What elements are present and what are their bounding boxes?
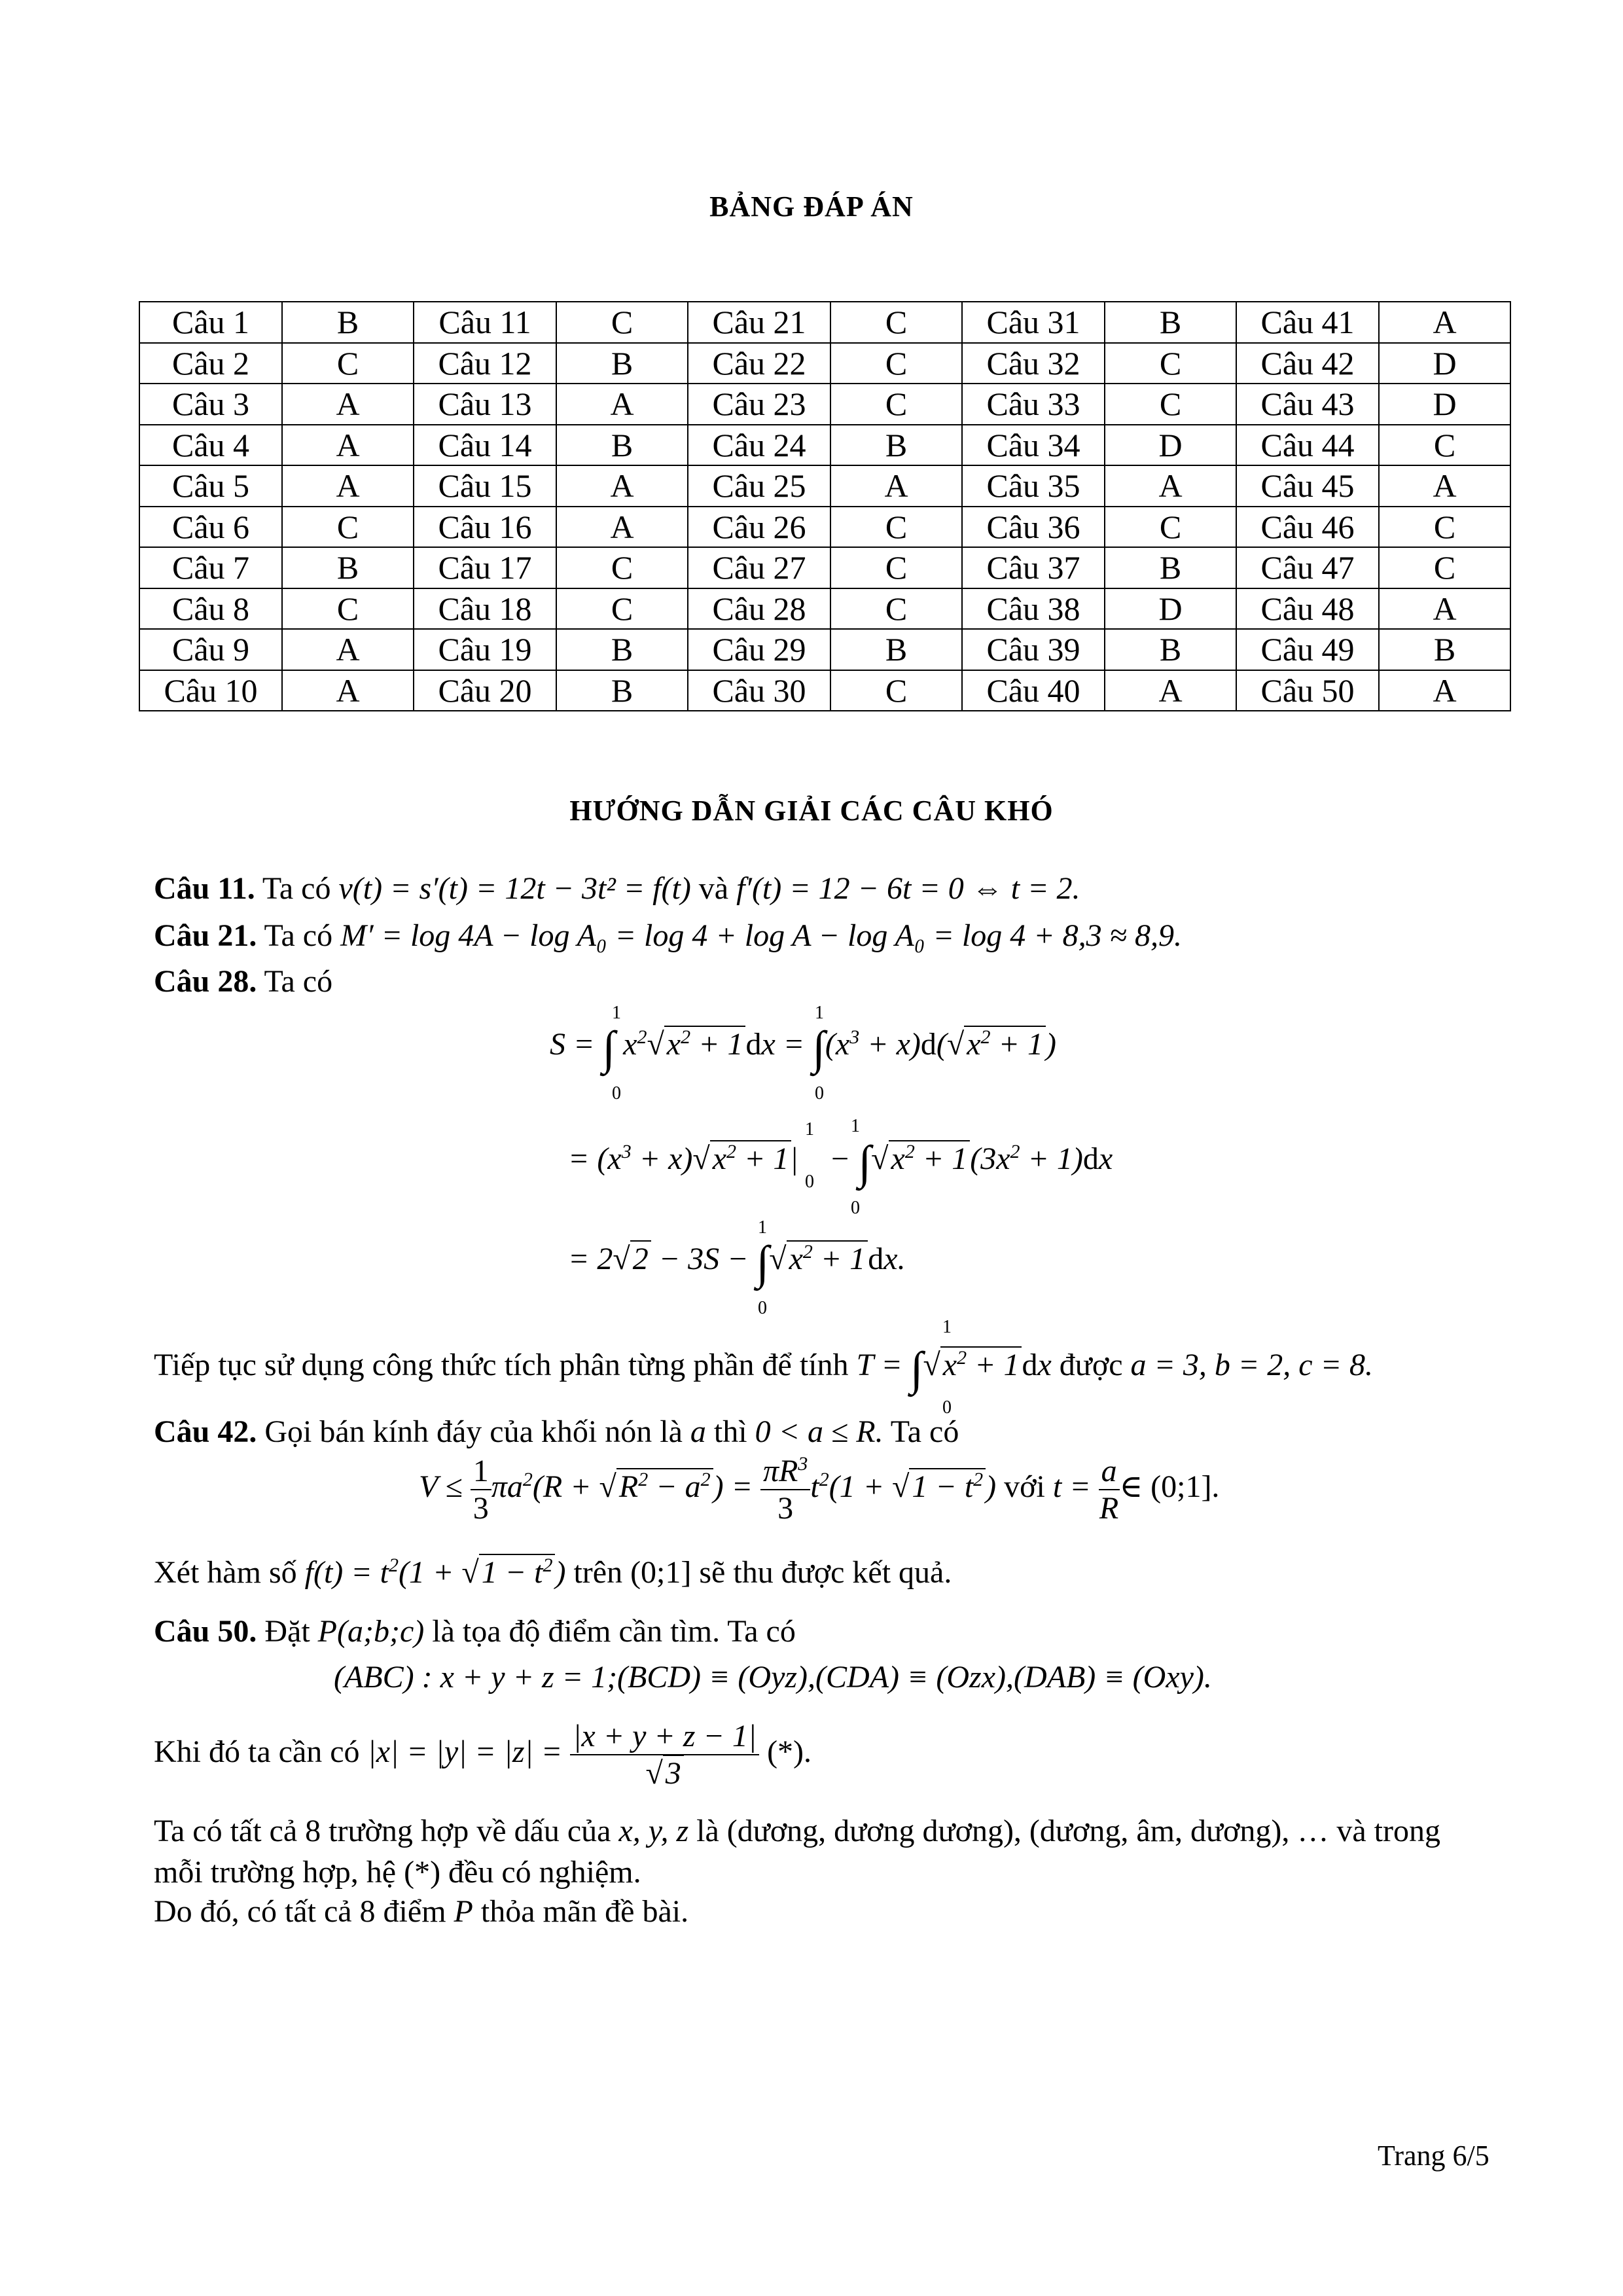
q28-tail: Tiếp tục sử dụng công thức tích phân từng phần để tính $T = \int√x^2 + 1dx$ được a = 3, b = 2, c = 8. — [154, 1342, 1373, 1395]
answer-cell: C — [830, 384, 962, 425]
answer-cell: C — [830, 343, 962, 384]
answer-cell: C — [1105, 384, 1236, 425]
answer-cell: A — [1105, 465, 1236, 507]
q42-label: Câu 42. — [154, 1414, 257, 1449]
q28-equation-line3: = $2√2 - 3S - \int√x^2 + 1dx$. — [568, 1236, 906, 1289]
question-cell: Câu 30 — [688, 670, 830, 711]
answer-cell: A — [1379, 670, 1510, 711]
question-cell: Câu 8 — [139, 588, 282, 630]
question-cell: Câu 1 — [139, 302, 282, 343]
q11-formula: v(t) = s′(t) = 12t − 3t² = f(t) — [338, 871, 691, 906]
question-cell: Câu 19 — [414, 629, 556, 670]
answer-cell: A — [1379, 302, 1510, 343]
q42-on: trên — [573, 1555, 623, 1590]
question-cell: Câu 32 — [962, 343, 1105, 384]
answer-cell: C — [282, 343, 414, 384]
question-cell: Câu 3 — [139, 384, 282, 425]
question-cell: Câu 13 — [414, 384, 556, 425]
q28-tail-text: Tiếp tục sử dụng công thức tích phân từng phần để tính — [154, 1348, 849, 1382]
answer-cell: C — [830, 670, 962, 711]
q28-label: Câu 28. — [154, 964, 257, 999]
answer-cell: B — [282, 302, 414, 343]
q21-formula: M′ = log 4A − log A₀ = log 4 + log A − log A₀ = log 4 + 8,3 ≈ 8,9. — [340, 918, 1182, 953]
q42-tacó: Ta có — [890, 1414, 959, 1449]
question-cell: Câu 5 — [139, 465, 282, 507]
answer-cell: B — [556, 670, 688, 711]
q50-cases1a: Ta có tất cả 8 trường hợp về dấu của — [154, 1814, 611, 1848]
answer-cell: C — [556, 547, 688, 588]
question-cell: Câu 27 — [688, 547, 830, 588]
table-row — [139, 588, 1510, 630]
question-cell: Câu 7 — [139, 547, 282, 588]
answer-cell: A — [1379, 588, 1510, 630]
q21-text: Ta có — [264, 918, 333, 953]
question-cell: Câu 41 — [1236, 302, 1379, 343]
question-cell: Câu 11 — [414, 302, 556, 343]
question-cell: Câu 2 — [139, 343, 282, 384]
question-cell: Câu 37 — [962, 547, 1105, 588]
question-cell: Câu 50 — [1236, 670, 1379, 711]
q50-xyz: x, y, z — [618, 1814, 689, 1848]
q42-study-text: Xét hàm số — [154, 1555, 297, 1590]
question-cell: Câu 26 — [688, 507, 830, 548]
answer-cell: B — [1105, 302, 1236, 343]
q42-study: Xét hàm số $f(t) = t^2(1 + √1 - t^2)$ trên (0;1] sẽ thu được kết quả. — [154, 1554, 952, 1590]
q50-conclusion-a: Do đó, có tất cả 8 điểm — [154, 1894, 446, 1929]
question-cell: Câu 34 — [962, 425, 1105, 466]
question-cell: Câu 12 — [414, 343, 556, 384]
question-cell: Câu 17 — [414, 547, 556, 588]
q50-point: P(a;b;c) — [317, 1614, 425, 1649]
q11-text: Ta có — [262, 871, 331, 906]
question-cell: Câu 6 — [139, 507, 282, 548]
answer-cell: B — [556, 629, 688, 670]
question-cell: Câu 42 — [1236, 343, 1379, 384]
q42-interval: ∈ (0;1]. — [1119, 1469, 1220, 1505]
answer-cell: B — [282, 547, 414, 588]
q50-planes: (ABC) : x + y + z = 1;(BCD) ≡ (Oyz),(CDA) ≡ (Ozx),(DAB) ≡ (Oxy). — [334, 1660, 1212, 1695]
answer-cell: A — [282, 384, 414, 425]
answer-cell: B — [1105, 629, 1236, 670]
answer-cell: A — [830, 465, 962, 507]
solution-q28 — [154, 963, 332, 999]
answer-cell: C — [1379, 507, 1510, 548]
q11-formula2: f′(t) = 12 − 6t = 0 ⇔ t = 2. — [736, 871, 1080, 906]
answer-cell: A — [556, 507, 688, 548]
answer-cell: C — [282, 588, 414, 630]
q50-conclusion — [154, 1893, 688, 1929]
q42-cond: 0 < a ≤ R. — [755, 1414, 883, 1449]
q50-conclusion-b: thỏa mãn đề bài. — [480, 1894, 689, 1929]
answer-cell: A — [282, 629, 414, 670]
answer-cell: B — [830, 425, 962, 466]
q42-text: Gọi bán kính đáy của khối nón là — [264, 1414, 683, 1449]
question-cell: Câu 45 — [1236, 465, 1379, 507]
answer-table — [139, 301, 1511, 711]
answer-cell: D — [1105, 425, 1236, 466]
q50-cases-line1 — [154, 1813, 1440, 1849]
question-cell: Câu 43 — [1236, 384, 1379, 425]
question-cell: Câu 4 — [139, 425, 282, 466]
q50-need-text: Khi đó ta cần có — [154, 1734, 360, 1770]
question-cell: Câu 28 — [688, 588, 830, 630]
q50-need: Khi đó ta cần có |x| = |y| = |z| = $\frac{|x + y + z - 1|}{√3}$ (*). — [154, 1719, 812, 1791]
q11-label: Câu 11. — [154, 871, 255, 906]
question-cell: Câu 29 — [688, 629, 830, 670]
answer-cell: C — [830, 588, 962, 630]
q42-result: sẽ thu được kết quả. — [699, 1555, 952, 1590]
question-cell: Câu 9 — [139, 629, 282, 670]
q42-equation: V ≤ $\frac{1}{3}$ $\pi a^2(R + √R^2 - a^2)$ = $\frac{\pi R^3}{3}$ $t^2(1 + √1 - t^2)$ với t = $\frac{a}{R}$ ∈ (0;1]. — [419, 1453, 1220, 1526]
question-cell: Câu 31 — [962, 302, 1105, 343]
question-cell: Câu 36 — [962, 507, 1105, 548]
question-cell: Câu 22 — [688, 343, 830, 384]
q28-equation-line1: S = ∫ $x^2√x^2 + 1dx = \int(x^3 + x)d(√x^2 + 1)$ — [550, 1022, 1056, 1074]
answer-cell: B — [556, 343, 688, 384]
answer-cell: A — [282, 425, 414, 466]
answer-cell: C — [556, 588, 688, 630]
answer-cell: B — [1105, 547, 1236, 588]
answer-cell: C — [830, 507, 962, 548]
answer-cell: B — [556, 425, 688, 466]
table-row — [139, 425, 1510, 466]
q28-found: được — [1059, 1348, 1123, 1382]
q42-range: (0;1] — [630, 1555, 692, 1590]
question-cell: Câu 35 — [962, 465, 1105, 507]
question-cell: Câu 46 — [1236, 507, 1379, 548]
q50-label: Câu 50. — [154, 1614, 257, 1649]
table-row — [139, 547, 1510, 588]
question-cell: Câu 38 — [962, 588, 1105, 630]
page-number: Trang 6/5 — [1378, 2140, 1489, 2172]
solution-q50 — [154, 1613, 796, 1649]
solution-q42 — [154, 1414, 959, 1450]
question-cell: Câu 10 — [139, 670, 282, 711]
q50-text2: là tọa độ điểm cần tìm. Ta có — [432, 1614, 796, 1649]
question-cell: Câu 40 — [962, 670, 1105, 711]
table-row — [139, 343, 1510, 384]
question-cell: Câu 20 — [414, 670, 556, 711]
answer-table-title: BẢNG ĐÁP ÁN — [709, 190, 914, 223]
question-cell: Câu 47 — [1236, 547, 1379, 588]
question-cell: Câu 18 — [414, 588, 556, 630]
answer-cell: C — [830, 302, 962, 343]
answer-cell: D — [1379, 384, 1510, 425]
table-row — [139, 629, 1510, 670]
question-cell: Câu 33 — [962, 384, 1105, 425]
question-cell: Câu 48 — [1236, 588, 1379, 630]
q50-text1: Đặt — [264, 1614, 310, 1649]
table-row — [139, 302, 1510, 343]
q50-P: P — [454, 1894, 473, 1929]
answer-cell: C — [556, 302, 688, 343]
q21-label: Câu 21. — [154, 918, 257, 953]
answer-cell: A — [1379, 465, 1510, 507]
answer-cell: A — [282, 670, 414, 711]
question-cell: Câu 14 — [414, 425, 556, 466]
answer-cell: A — [556, 384, 688, 425]
table-row — [139, 465, 1510, 507]
question-cell: Câu 15 — [414, 465, 556, 507]
question-cell: Câu 25 — [688, 465, 830, 507]
solution-q21 — [154, 918, 1182, 954]
q50-cases1b: là (dương, dương dương), (dương, âm, dương), … và trong — [696, 1814, 1440, 1848]
answer-cell: D — [1105, 588, 1236, 630]
answer-cell: A — [1105, 670, 1236, 711]
question-cell: Câu 16 — [414, 507, 556, 548]
table-row — [139, 670, 1510, 711]
answer-cell: C — [1105, 343, 1236, 384]
question-cell: Câu 24 — [688, 425, 830, 466]
question-cell: Câu 21 — [688, 302, 830, 343]
solution-q11 — [154, 870, 1080, 906]
q42-then: thì — [713, 1414, 747, 1449]
table-row — [139, 384, 1510, 425]
answer-cell: A — [556, 465, 688, 507]
question-cell: Câu 23 — [688, 384, 830, 425]
table-row — [139, 507, 1510, 548]
answer-cell: B — [830, 629, 962, 670]
q42-with: với — [1004, 1469, 1045, 1505]
question-cell: Câu 44 — [1236, 425, 1379, 466]
answer-cell: D — [1379, 343, 1510, 384]
q28-text: Ta có — [264, 964, 333, 999]
q11-conj: và — [698, 871, 729, 906]
answer-cell: C — [1379, 547, 1510, 588]
answer-cell: C — [1379, 425, 1510, 466]
q50-star: (*). — [767, 1734, 812, 1770]
answer-cell: C — [1105, 507, 1236, 548]
question-cell: Câu 39 — [962, 629, 1105, 670]
answer-cell: C — [282, 507, 414, 548]
q42-var: a — [690, 1414, 706, 1449]
guide-title: HƯỚNG DẪN GIẢI CÁC CÂU KHÓ — [569, 795, 1054, 827]
q28-equation-line2: = $(x^3 + x)√x^2 + 1|$ − $\int√x^2 + 1(3x^2 + 1)dx$ — [568, 1136, 1113, 1189]
answer-cell: C — [830, 547, 962, 588]
q28-result: a = 3, b = 2, c = 8. — [1130, 1348, 1373, 1382]
answer-cell: B — [1379, 629, 1510, 670]
question-cell: Câu 49 — [1236, 629, 1379, 670]
answer-cell: A — [282, 465, 414, 507]
q50-cases-line2: mỗi trường hợp, hệ (*) đều có nghiệm. — [154, 1855, 641, 1890]
